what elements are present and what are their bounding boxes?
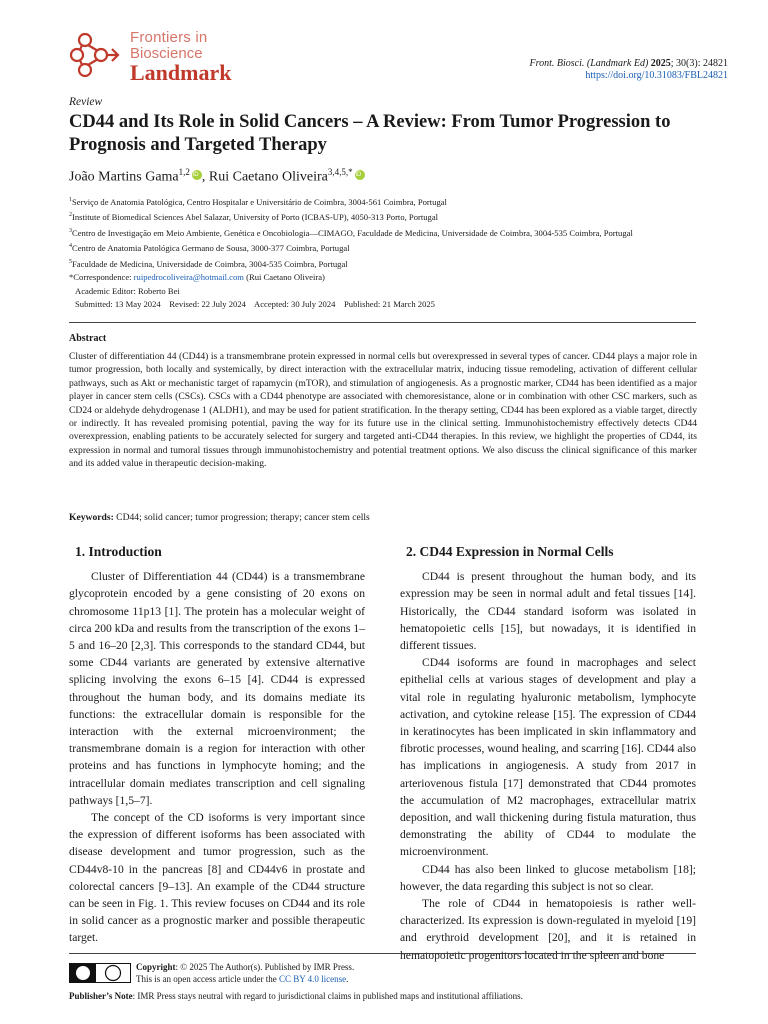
journal-logo xyxy=(68,28,243,84)
article-dates: Submitted: 13 May 2024 Revised: 22 July 2024 Accepted: 30 July 2024 Published: 21 March 2025 xyxy=(75,299,435,310)
keywords-text: CD44; solid cancer; tumor progression; therapy; cancer stem cells xyxy=(113,512,370,523)
right-column xyxy=(400,543,696,964)
section-title: 2. CD44 Expression in Normal Cells xyxy=(406,544,614,559)
body-paragraph: CD44 has also been linked to glucose metabolism [18]; however, the data regarding this subject is not so clear. xyxy=(400,862,696,893)
affiliation-text: Institute of Biomedical Sciences Abel Salazar, University of Porto (ICBAS-UP), 4050-313 Porto, Portugal xyxy=(72,212,439,223)
affiliation-text: Centro de Investigação em Meio Ambiente, Genética e Oncobiologia—CIMAGO, Faculdade de Medicina, Universidade de Coimbra, 3004-535 Coimbra, Portugal xyxy=(72,227,633,238)
affiliation-text: Faculdade de Medicina, Universidade de Coimbra, 3004-535 Coimbra, Portugal xyxy=(72,258,348,269)
publisher-note-label: Publisher’s Note xyxy=(69,991,133,1001)
keywords-label: Keywords: xyxy=(69,512,114,523)
author-affil-sup: 1,2 xyxy=(178,167,190,177)
keywords xyxy=(69,512,370,523)
author-list xyxy=(69,167,365,186)
left-column xyxy=(69,543,365,947)
journal-volume: ; 30(3): 24821 xyxy=(670,58,728,69)
affiliation-text: Serviço de Anatomia Patológica, Centro Hospitalar e Universitário de Coimbra, 3004-561 Coimbra, Portugal xyxy=(72,196,447,207)
divider xyxy=(69,322,696,323)
affiliation-text: Centro de Anatomia Patológica Germano de Sousa, 3000-377 Coimbra, Portugal xyxy=(72,243,350,254)
license-post: . xyxy=(346,974,349,984)
affiliation-number: 1 xyxy=(69,197,72,203)
body-paragraph: The concept of the CD isoforms is very important since the expression of different isoforms has been associated with disease development and tumor progression, such as the CD44v8-10 in the pancreas [8] and CD44v6 in prostate and colorectal cancers [9–13]. An example of the CD44 structure can be seen in Fig. 1. This review focuses on CD44 and its role in solid cancer as a prognostic marker and possible therapeutic target. xyxy=(69,811,365,945)
copyright-label: Copyright xyxy=(136,962,176,972)
journal-year: 2025 xyxy=(650,58,671,69)
logo-text-line2: Bioscience xyxy=(130,45,203,62)
publisher-note xyxy=(69,991,523,1001)
affiliation-item xyxy=(69,240,694,255)
body-paragraph: CD44 is present throughout the human body, and its expression may be seen in normal adult and fetal tissues [14]. Historically, the CD44 standard isoform was isolated in hematopoietic cells [15], but nowadays, it is identified in different tissues. xyxy=(400,570,696,653)
body-paragraph: CD44 isoforms are found in macrophages and select epithelial cells at various stages of development and play a vital role in regulating hyaluronic metabolism, lymphocyte activation, and cytokine release [15]. The expression of CD44 in keratinocytes has been implicated in skin inflammatory and fibrotic processes, wound healing, and scarring [16]. CD44 also has implications in angiogenesis. A study from 2017 in arteriovenous fistula [17] demonstrated that CD44 promotes the accumulation of M2 macrophages, extracellular matrix deposition, and wall thickening during fistula maturation, thus demonstrating the ability of CD44 to modulate the microenvironment. xyxy=(400,656,696,859)
abstract-text: Cluster of differentiation 44 (CD44) is a transmembrane protein expressed in normal cells but overexpressed in several types of cancer. CD44 plays a major role in tumor progression, both locally and systemically, by direct interaction with the extracellular matrix, inducing tissue remodeling, activation of different cellular pathways, such as Akt or mechanistic target of rapamycin (mTOR), and stimulation of angiogenesis. As a prognostic marker, CD44 has been identified as a major player in cancer stem cells (CSCs). CSCs with a CD44 phenotype are associated with chemoresistance, alone or in combination with other CSC markers, such as CD24 or aldehyde dehydrogenase 1 (ALDH1), and may be used for patient stratification. In the therapy setting, CD44 has been explored as a viable target, directly or indirectly. It has revealed promising potential, paving the way for its future use in the clinical setting. Immunohistochemistry effectively detects CD44 overexpression, enabling patients to be accurately selected for surgery and targeted anti-CD44 therapies. In this review, we highlight the properties of CD44, its expression in normal and tumoral tissues through immunohistochemistry and potential treatment options. We also discuss the clinical significance of this marker and its added value in therapeutic decision-making. xyxy=(69,351,697,470)
journal-reference xyxy=(529,58,728,82)
correspondence-email-link[interactable]: ruipedrocoliveira@hotmail.com xyxy=(133,272,244,283)
body-paragraph: The role of CD44 in hematopoiesis is rather well-characterized. Its expression is down-regulated in myeloid [19] and erythroid development [20], and it is retained in hematopoietic progenitors located in the spleen and bone xyxy=(400,897,696,962)
correspondence-label: *Correspondence: xyxy=(69,272,134,283)
author-name: João Martins Gama xyxy=(69,169,179,185)
logo-text-line3: Landmark xyxy=(130,60,232,85)
logo-emblem-icon xyxy=(68,28,126,84)
article-title: CD44 and Its Role in Solid Cancers – A Review: From Tumor Progression to Prognosis and Targeted Therapy xyxy=(69,112,671,155)
affiliation-number: 5 xyxy=(69,258,72,265)
body-paragraph: Cluster of Differentiation 44 (CD44) is a transmembrane glycoprotein encoded by a gene consisting of 20 exons on chromosome 11p13 [1]. The protein has a molecular weight of circa 200 kDa and results from the transcription of the exons 1–5 and 16–20 [2,3]. This corresponds to the standard CD44, but some CD44 variants are generated by extensive alternative splicing involving the exons 6–15 [4]. CD44 is expressed throughout the human body, and its domains mediate its functions: the extracellular domain is responsible for the interaction with the external microenvironment; the transmembrane domain is a region for interaction with other proteins and has functions in lymphocyte homing; and the intracellular domain mediates transcription and cell signaling pathways [1,5–7]. xyxy=(69,570,365,807)
copyright-text: : © 2025 The Author(s). Published by IMR Press. xyxy=(175,962,355,972)
logo-text-line1: Frontiers in xyxy=(130,29,208,46)
affiliation-item xyxy=(69,194,694,209)
publisher-note-text: : IMR Press stays neutral with regard to jurisdictional claims in published maps and institutional affiliations. xyxy=(132,991,523,1001)
affiliation-number: 3 xyxy=(69,227,72,234)
abstract-heading: Abstract xyxy=(69,333,107,344)
author-separator: , xyxy=(201,169,209,185)
affiliation-item xyxy=(69,225,694,240)
affiliation-number: 4 xyxy=(69,243,72,250)
affiliations xyxy=(69,194,694,312)
license-pre: This is an open access article under the xyxy=(136,974,279,984)
article-type: Review xyxy=(69,96,103,108)
section-title: 1. Introduction xyxy=(75,544,162,559)
affiliation-number: 2 xyxy=(69,212,72,219)
journal-title: Front. Biosci. (Landmark Ed) xyxy=(529,58,649,69)
author-affil-sup: 3,4,5,* xyxy=(327,167,353,177)
cc-license-icon[interactable] xyxy=(69,963,131,983)
author-name: Rui Caetano Oliveira xyxy=(208,169,328,185)
license-link[interactable]: CC BY 4.0 license xyxy=(278,974,347,984)
correspondence xyxy=(69,271,694,285)
doi-link[interactable]: https://doi.org/10.31083/FBL24821 xyxy=(585,70,728,81)
affiliation-item xyxy=(69,209,694,224)
orcid-icon[interactable] xyxy=(355,170,365,180)
affiliation-item xyxy=(69,256,694,271)
copyright-notice xyxy=(136,961,354,985)
correspondence-name: (Rui Caetano Oliveira) xyxy=(243,272,325,283)
orcid-icon[interactable] xyxy=(192,170,202,180)
academic-editor: Academic Editor: Roberto Bei xyxy=(75,285,180,296)
footer-divider xyxy=(69,953,696,954)
